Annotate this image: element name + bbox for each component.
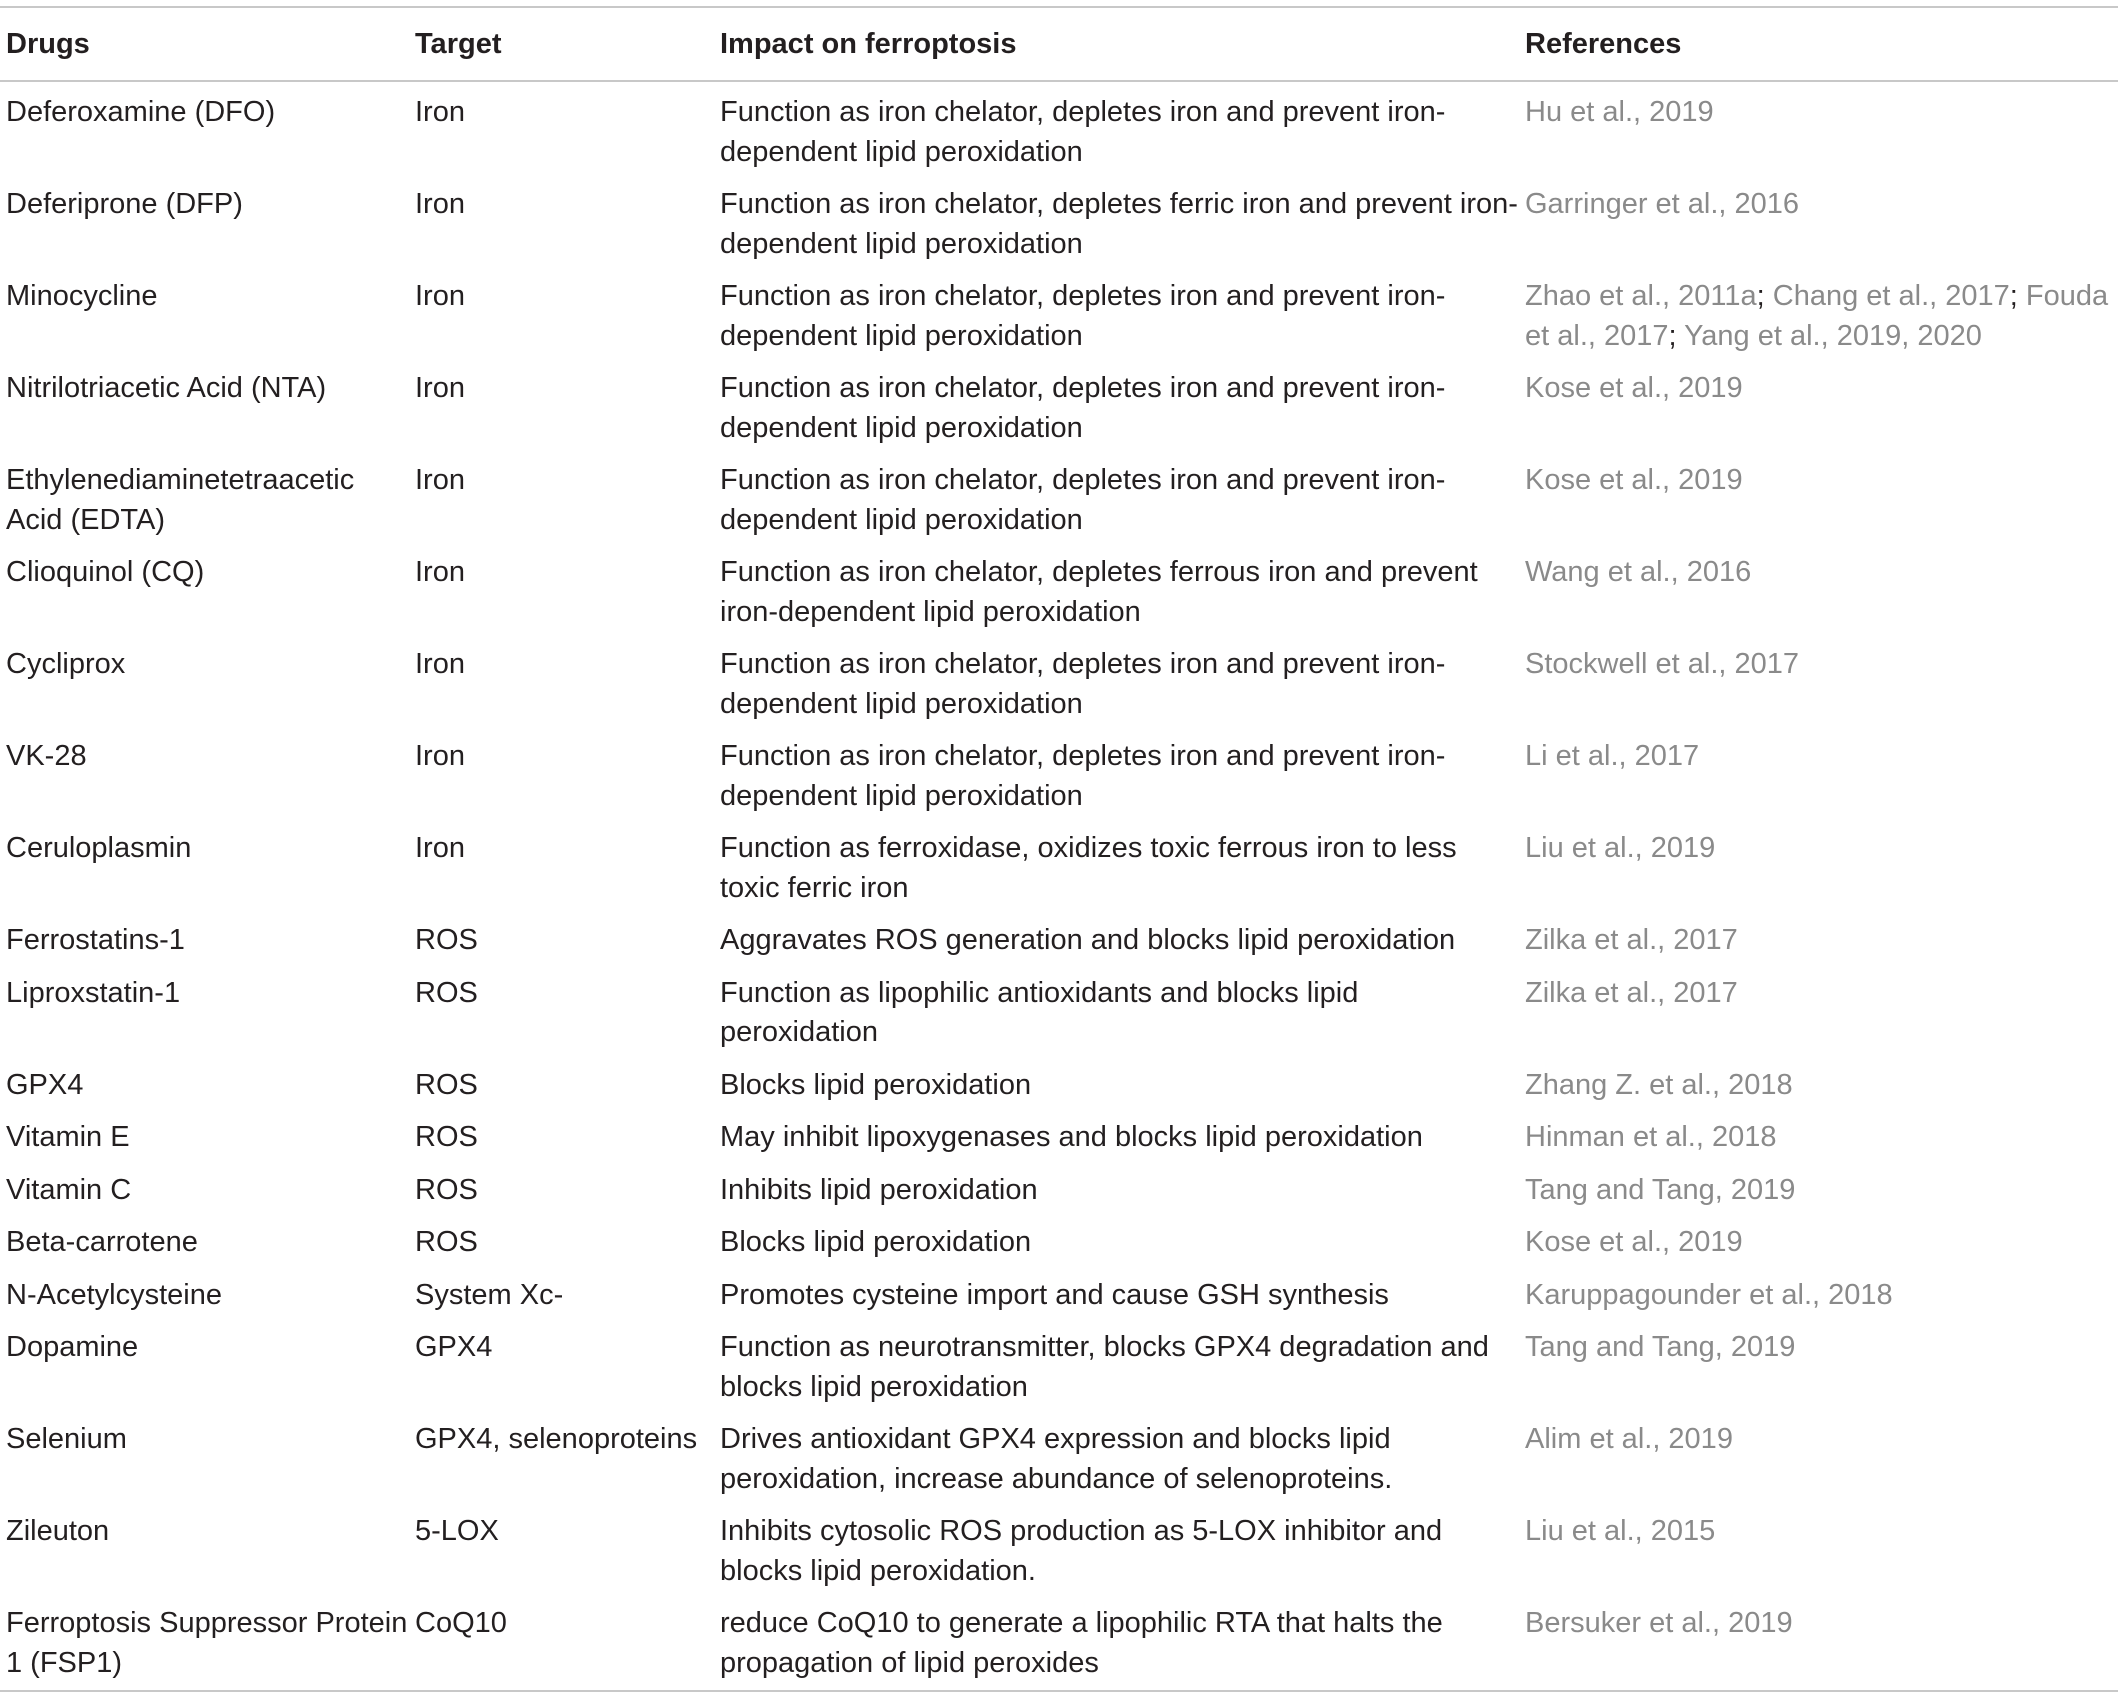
target-cell: Iron bbox=[415, 372, 465, 404]
references-cell bbox=[1519, 1598, 2118, 1691]
reference-link[interactable]: Kose et al., 2019 bbox=[1525, 372, 1743, 404]
impact-cell: Function as iron chelator, depletes iron and prevent iron-dependent lipid peroxidation bbox=[720, 96, 1446, 168]
reference-link[interactable]: Kose et al., 2019 bbox=[1525, 1226, 1743, 1258]
table-row bbox=[0, 1060, 2118, 1113]
table-row bbox=[0, 1506, 2118, 1598]
table-row bbox=[0, 547, 2118, 639]
target-cell: ROS bbox=[415, 1121, 478, 1153]
references-cell bbox=[1519, 1322, 2118, 1414]
references-cell bbox=[1519, 1270, 2118, 1323]
impact-cell: Function as iron chelator, depletes ferrous iron and prevent iron-dependent lipid peroxidation bbox=[720, 556, 1478, 628]
impact-cell: Function as iron chelator, depletes iron and prevent iron-dependent lipid peroxidation bbox=[720, 280, 1446, 352]
reference-link[interactable]: Liu et al., 2019 bbox=[1525, 832, 1716, 864]
reference-link[interactable]: Tang and Tang, 2019 bbox=[1525, 1173, 1796, 1206]
impact-cell: Function as iron chelator, depletes iron and prevent iron-dependent lipid peroxidation bbox=[720, 464, 1446, 536]
drug-cell: Vitamin E bbox=[6, 1121, 130, 1153]
target-cell: 5-LOX bbox=[415, 1515, 499, 1547]
drug-cell: Zileuton bbox=[6, 1515, 110, 1547]
reference-link[interactable]: Kose et al., 2019 bbox=[1525, 464, 1743, 496]
reference-link[interactable]: Chang et al., 2017 bbox=[1772, 280, 2010, 312]
table-row bbox=[0, 1112, 2118, 1165]
table-header bbox=[0, 7, 2118, 81]
drug-cell: Dopamine bbox=[6, 1331, 139, 1363]
references-cell bbox=[1519, 1414, 2118, 1506]
reference-link[interactable]: Zilka et al., 2017 bbox=[1525, 976, 1738, 1009]
impact-cell: Inhibits lipid peroxidation bbox=[720, 1173, 1038, 1206]
impact-cell: Aggravates ROS generation and blocks lipid peroxidation bbox=[720, 924, 1456, 956]
drug-cell: Beta-carrotene bbox=[6, 1226, 198, 1258]
table-row bbox=[0, 1270, 2118, 1323]
reference-link[interactable]: Alim et al., 2019 bbox=[1525, 1423, 1733, 1455]
table-row bbox=[0, 1165, 2118, 1218]
references-cell bbox=[1519, 271, 2118, 363]
table-row bbox=[0, 1322, 2118, 1414]
drug-cell: Deferiprone (DFP) bbox=[6, 188, 243, 220]
target-cell: Iron bbox=[415, 648, 465, 680]
references-cell bbox=[1519, 1506, 2118, 1598]
reference-link[interactable]: Karuppagounder et al., 2018 bbox=[1525, 1278, 1893, 1311]
table-row bbox=[0, 271, 2118, 363]
drug-cell: Deferoxamine (DFO) bbox=[6, 96, 276, 128]
reference-link[interactable]: Li et al., 2017 bbox=[1525, 740, 1700, 772]
header-impact: Impact on ferroptosis bbox=[720, 28, 1017, 60]
impact-cell: Function as iron chelator, depletes ferric iron and prevent iron-dependent lipid peroxidation bbox=[720, 188, 1518, 260]
drug-cell: N-Acetylcysteine bbox=[6, 1278, 222, 1311]
reference-link[interactable]: Zhao et al., 2011a bbox=[1525, 280, 1757, 312]
references-cell bbox=[1519, 547, 2118, 639]
drug-cell: GPX4 bbox=[6, 1068, 84, 1101]
table-body bbox=[0, 81, 2118, 1691]
header-row bbox=[0, 7, 2118, 81]
table-row bbox=[0, 968, 2118, 1060]
drug-cell: Ceruloplasmin bbox=[6, 832, 192, 864]
reference-link[interactable]: Yang et al., 2019, 2020 bbox=[1684, 319, 1982, 352]
target-cell: Iron bbox=[415, 96, 465, 128]
table-row bbox=[0, 81, 2118, 179]
drug-cell: Minocycline bbox=[6, 280, 158, 312]
references-cell bbox=[1519, 823, 2118, 915]
reference-separator: ; bbox=[1756, 280, 1773, 312]
header-references: References bbox=[1525, 28, 1682, 60]
target-cell: GPX4 bbox=[415, 1331, 493, 1363]
target-cell: ROS bbox=[415, 1173, 478, 1206]
table-row bbox=[0, 639, 2118, 731]
target-cell: ROS bbox=[415, 1226, 478, 1258]
reference-link[interactable]: Stockwell et al., 2017 bbox=[1525, 648, 1800, 680]
target-cell: Iron bbox=[415, 280, 465, 312]
drug-cell: Clioquinol (CQ) bbox=[6, 556, 205, 588]
references-cell bbox=[1519, 639, 2118, 731]
target-cell: GPX4, selenoproteins bbox=[415, 1423, 698, 1455]
target-cell: Iron bbox=[415, 556, 465, 588]
target-cell: CoQ10 bbox=[415, 1607, 507, 1639]
target-cell: ROS bbox=[415, 924, 478, 956]
reference-separator: ; bbox=[1668, 319, 1685, 352]
references-cell bbox=[1519, 81, 2118, 179]
reference-link[interactable]: Wang et al., 2016 bbox=[1525, 556, 1752, 588]
ferroptosis-drug-table bbox=[0, 6, 2118, 1692]
references-cell bbox=[1519, 455, 2118, 547]
references-cell bbox=[1519, 968, 2118, 1060]
table-row bbox=[0, 1217, 2118, 1270]
reference-link[interactable]: Garringer et al., 2016 bbox=[1525, 188, 1800, 220]
reference-link[interactable]: Tang and Tang, 2019 bbox=[1525, 1331, 1796, 1363]
impact-cell: Function as iron chelator, depletes iron and prevent iron-dependent lipid peroxidation bbox=[720, 648, 1446, 720]
target-cell: Iron bbox=[415, 188, 465, 220]
references-cell bbox=[1519, 1060, 2118, 1113]
drug-cell: Selenium bbox=[6, 1423, 127, 1455]
drug-cell: VK-28 bbox=[6, 740, 87, 772]
table-row bbox=[0, 1598, 2118, 1691]
table-row bbox=[0, 363, 2118, 455]
references-cell bbox=[1519, 1112, 2118, 1165]
table-row bbox=[0, 823, 2118, 915]
reference-separator: ; bbox=[2009, 280, 2026, 312]
impact-cell: Drives antioxidant GPX4 expression and blocks lipid peroxidation, increase abundance of selenoproteins. bbox=[720, 1423, 1393, 1495]
references-cell bbox=[1519, 731, 2118, 823]
target-cell: ROS bbox=[415, 1068, 478, 1101]
drug-cell: Liproxstatin-1 bbox=[6, 976, 181, 1009]
drug-cell: Ethylenediaminetetraacetic Acid (EDTA) bbox=[6, 464, 355, 536]
impact-cell: Function as iron chelator, depletes iron and prevent iron-dependent lipid peroxidation bbox=[720, 372, 1446, 444]
impact-cell: Function as lipophilic antioxidants and blocks lipid peroxidation bbox=[720, 976, 1359, 1048]
references-cell bbox=[1519, 363, 2118, 455]
table-row bbox=[0, 455, 2118, 547]
drug-cell: Vitamin C bbox=[6, 1173, 132, 1206]
reference-link[interactable]: Liu et al., 2015 bbox=[1525, 1515, 1716, 1547]
header-drugs: Drugs bbox=[6, 28, 90, 60]
impact-cell: May inhibit lipoxygenases and blocks lipid peroxidation bbox=[720, 1121, 1423, 1153]
target-cell: Iron bbox=[415, 740, 465, 772]
header-target: Target bbox=[415, 28, 502, 60]
drug-cell: Cycliprox bbox=[6, 648, 126, 680]
impact-cell: Inhibits cytosolic ROS production as 5-LOX inhibitor and blocks lipid peroxidation. bbox=[720, 1515, 1443, 1587]
drug-cell: Ferroptosis Suppressor Protein 1 (FSP1) bbox=[6, 1607, 408, 1679]
target-cell: Iron bbox=[415, 832, 465, 864]
references-cell bbox=[1519, 1217, 2118, 1270]
impact-cell: Function as iron chelator, depletes iron and prevent iron-dependent lipid peroxidation bbox=[720, 740, 1446, 812]
reference-link[interactable]: Fouda et al., 2017 bbox=[1525, 280, 2109, 352]
impact-cell: Blocks lipid peroxidation bbox=[720, 1068, 1032, 1101]
reference-link[interactable]: Hinman et al., 2018 bbox=[1525, 1121, 1777, 1153]
references-cell bbox=[1519, 1165, 2118, 1218]
table-row bbox=[0, 915, 2118, 968]
reference-link[interactable]: Zhang Z. et al., 2018 bbox=[1525, 1068, 1793, 1101]
impact-cell: reduce CoQ10 to generate a lipophilic RTA that halts the propagation of lipid peroxides bbox=[720, 1607, 1443, 1679]
table-row bbox=[0, 179, 2118, 271]
table-row bbox=[0, 731, 2118, 823]
reference-link[interactable]: Zilka et al., 2017 bbox=[1525, 924, 1738, 956]
impact-cell: Promotes cysteine import and cause GSH synthesis bbox=[720, 1278, 1389, 1311]
references-cell bbox=[1519, 179, 2118, 271]
impact-cell: Function as ferroxidase, oxidizes toxic ferrous iron to less toxic ferric iron bbox=[720, 832, 1457, 904]
references-cell bbox=[1519, 915, 2118, 968]
reference-link[interactable]: Hu et al., 2019 bbox=[1525, 96, 1714, 128]
drug-cell: Nitrilotriacetic Acid (NTA) bbox=[6, 372, 327, 404]
target-cell: System Xc- bbox=[415, 1278, 564, 1311]
impact-cell: Function as neurotransmitter, blocks GPX4 degradation and blocks lipid peroxidation bbox=[720, 1331, 1489, 1403]
target-cell: Iron bbox=[415, 464, 465, 496]
impact-cell: Blocks lipid peroxidation bbox=[720, 1226, 1032, 1258]
drug-cell: Ferrostatins-1 bbox=[6, 924, 185, 956]
target-cell: ROS bbox=[415, 976, 478, 1009]
reference-link[interactable]: Bersuker et al., 2019 bbox=[1525, 1607, 1793, 1639]
table-row bbox=[0, 1414, 2118, 1506]
